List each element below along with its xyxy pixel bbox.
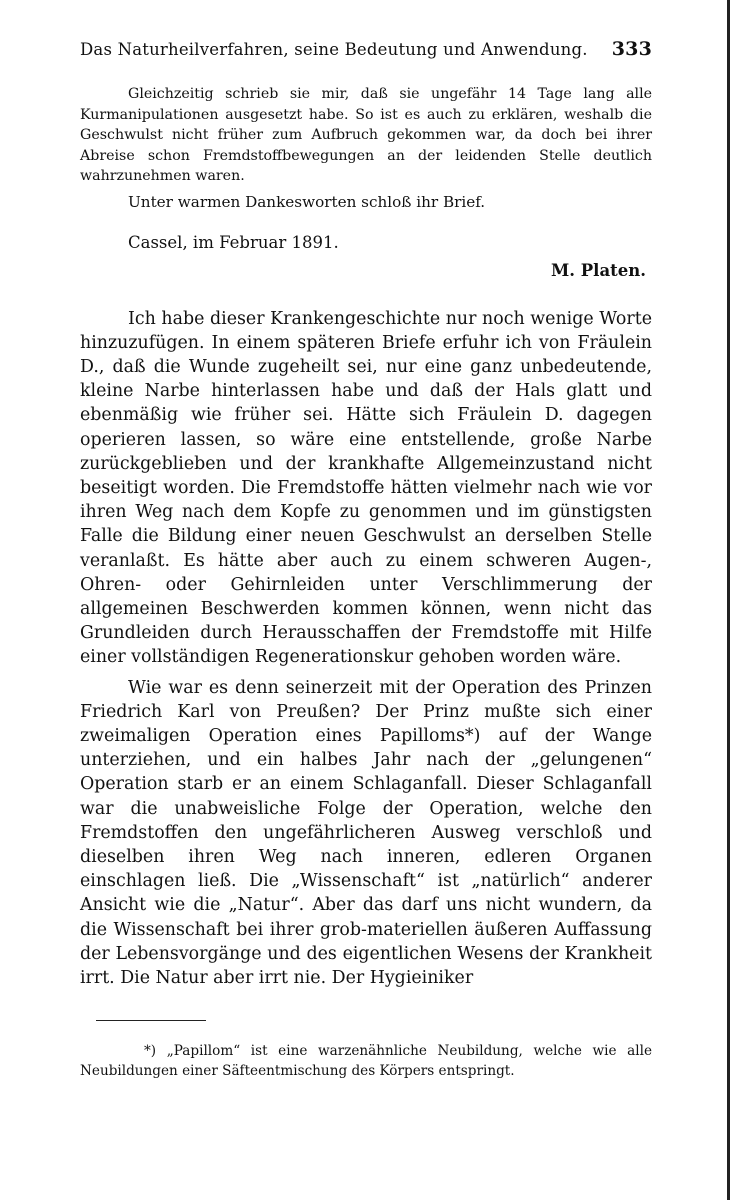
letter-signature: M. Platen. <box>551 260 646 280</box>
footnote: *) „Papillom“ ist eine warzenähnliche Neubildung, welche wie alle Neubildungen einer Säfteentmischung des Körpers entspringt. <box>80 1043 652 1080</box>
body-text <box>80 307 652 991</box>
footnote-rule <box>96 1020 206 1021</box>
letter-dateline: Cassel, im Februar 1891. <box>128 232 339 252</box>
running-title: Das Naturheilverfahren, seine Bedeutung und Anwendung. <box>80 40 588 59</box>
page-number: 333 <box>611 38 652 60</box>
body-paragraph-2: Wie war es denn seinerzeit mit der Operation des Prinzen Friedrich Karl von Preußen? Der Prinz mußte sich einer zweimaligen Operation eines Papilloms*) auf der Wange unterziehen, und ein halbes Jahr nach der „gelungenen“ Operation starb er an einem Schlaganfall. Dieser Schlaganfall war die unabweisliche Folge der Operation, welche den Fremdstoffen den ungefährlicheren Ausweg verschloß und dieselben ihren Weg nach inneren, edleren Organen einschlagen ließ. Die „Wissenschaft“ ist „natürlich“ anderer Ansicht wie die „Natur“. Aber das darf uns nicht wundern, da die Wissenschaft bei ihrer grob-materiellen äußeren Auffassung der Lebensvorgänge und des eigentlichen Wesens der Krankheit irrt. Die Natur aber irrt nie. Der Hygieiniker <box>80 677 652 988</box>
running-header <box>80 38 652 68</box>
letter-closing: Unter warmen Dankesworten schloß ihr Brief. <box>128 192 486 211</box>
page-content <box>80 38 652 1081</box>
letter-paragraph: Gleichzeitig schrieb sie mir, daß sie ungefähr 14 Tage lang alle Kurmanipulationen ausgesetzt habe. So ist es auch zu erklären, weshalb die Geschwulst nicht früher zum Aufbruch gekommen war, da doch bei ihrer Abreise schon Fremdstoffbewegungen an der leidenden Stelle deutlich wahrzunehmen waren. <box>80 86 652 184</box>
body-paragraph-1: Ich habe dieser Krankengeschichte nur noch wenige Worte hinzuzufügen. In einem späteren Briefe erfuhr ich von Fräulein D., daß die Wunde zugeheilt sei, nur eine ganz unbedeutende, kleine Narbe hinterlassen habe und daß der Hals glatt und ebenmäßig wie früher sei. Hätte sich Fräulein D. dagegen operieren lassen, so wäre eine entstellende, große Narbe zurückgeblieben und der krankhafte Allgemeinzustand nicht beseitigt worden. Die Fremdstoffe hätten vielmehr nach wie vor ihren Weg nach dem Kopfe zu genommen und im günstigsten Falle die Bildung einer neuen Geschwulst an derselben Stelle veranlaßt. Es hätte aber auch zu einem schweren Augen-, Ohren- oder Gehirnleiden unter Verschlimmerung der allgemeinen Beschwerden kommen können, wenn nicht das Grundleiden durch Herausschaffen der Fremdstoffe mit Hilfe einer vollständigen Regenerationskur gehoben worden wäre. <box>80 308 652 668</box>
